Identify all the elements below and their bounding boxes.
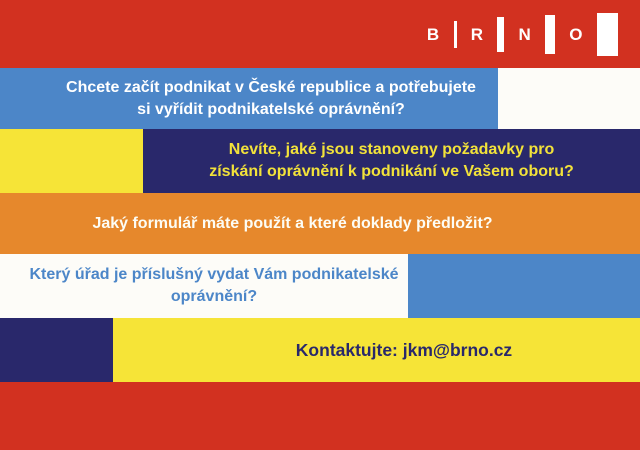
contact-text-block xyxy=(113,318,640,382)
header-band xyxy=(0,0,640,68)
stripe-question-3 xyxy=(0,193,640,254)
question-1-text-block xyxy=(0,68,498,129)
logo-separator-bar-1 xyxy=(454,21,457,48)
stripe-question-2 xyxy=(0,129,640,193)
stripe-2-yellow-accent xyxy=(0,129,143,193)
question-2-text-block xyxy=(143,129,640,193)
question-4-text-block xyxy=(0,254,408,318)
logo-letter-r: R xyxy=(470,24,484,44)
logo-separator-bar-3 xyxy=(545,15,555,54)
question-1-line-2: si vyřídit podnikatelské oprávnění? xyxy=(137,100,405,118)
stripe-5-navy-accent xyxy=(0,318,113,382)
contact-line: Kontaktujte: jkm@brno.cz xyxy=(295,339,513,360)
logo-letter-o: O xyxy=(569,24,583,44)
question-2-line-1: Nevíte, jaké jsou stanoveny požadavky pro xyxy=(228,141,555,158)
stripe-contact xyxy=(0,318,640,382)
question-4-line-1: Který úřad je příslušný vydat Vám podnikatelské xyxy=(29,266,399,283)
stripe-1-white-filler xyxy=(498,68,640,129)
stripe-4-blue-accent xyxy=(408,254,640,318)
question-3-line-1: Jaký formulář máte použít a které doklady předložit? xyxy=(92,214,493,232)
brno-logo xyxy=(420,0,618,68)
stripe-question-4 xyxy=(0,254,640,318)
logo-letter-n: N xyxy=(518,24,532,44)
logo-separator-bar-2 xyxy=(497,17,504,52)
logo-letter-b: B xyxy=(426,24,440,44)
question-4-line-2: oprávnění? xyxy=(170,288,258,305)
stripe-question-1 xyxy=(0,68,640,129)
logo-separator-bar-4 xyxy=(597,13,618,56)
question-2-line-2: získání oprávnění k podnikání ve Vašem oboru? xyxy=(209,163,574,180)
question-1-line-1: Chcete začít podnikat v České republice a potřebujete xyxy=(66,78,476,96)
footer-band xyxy=(0,382,640,450)
